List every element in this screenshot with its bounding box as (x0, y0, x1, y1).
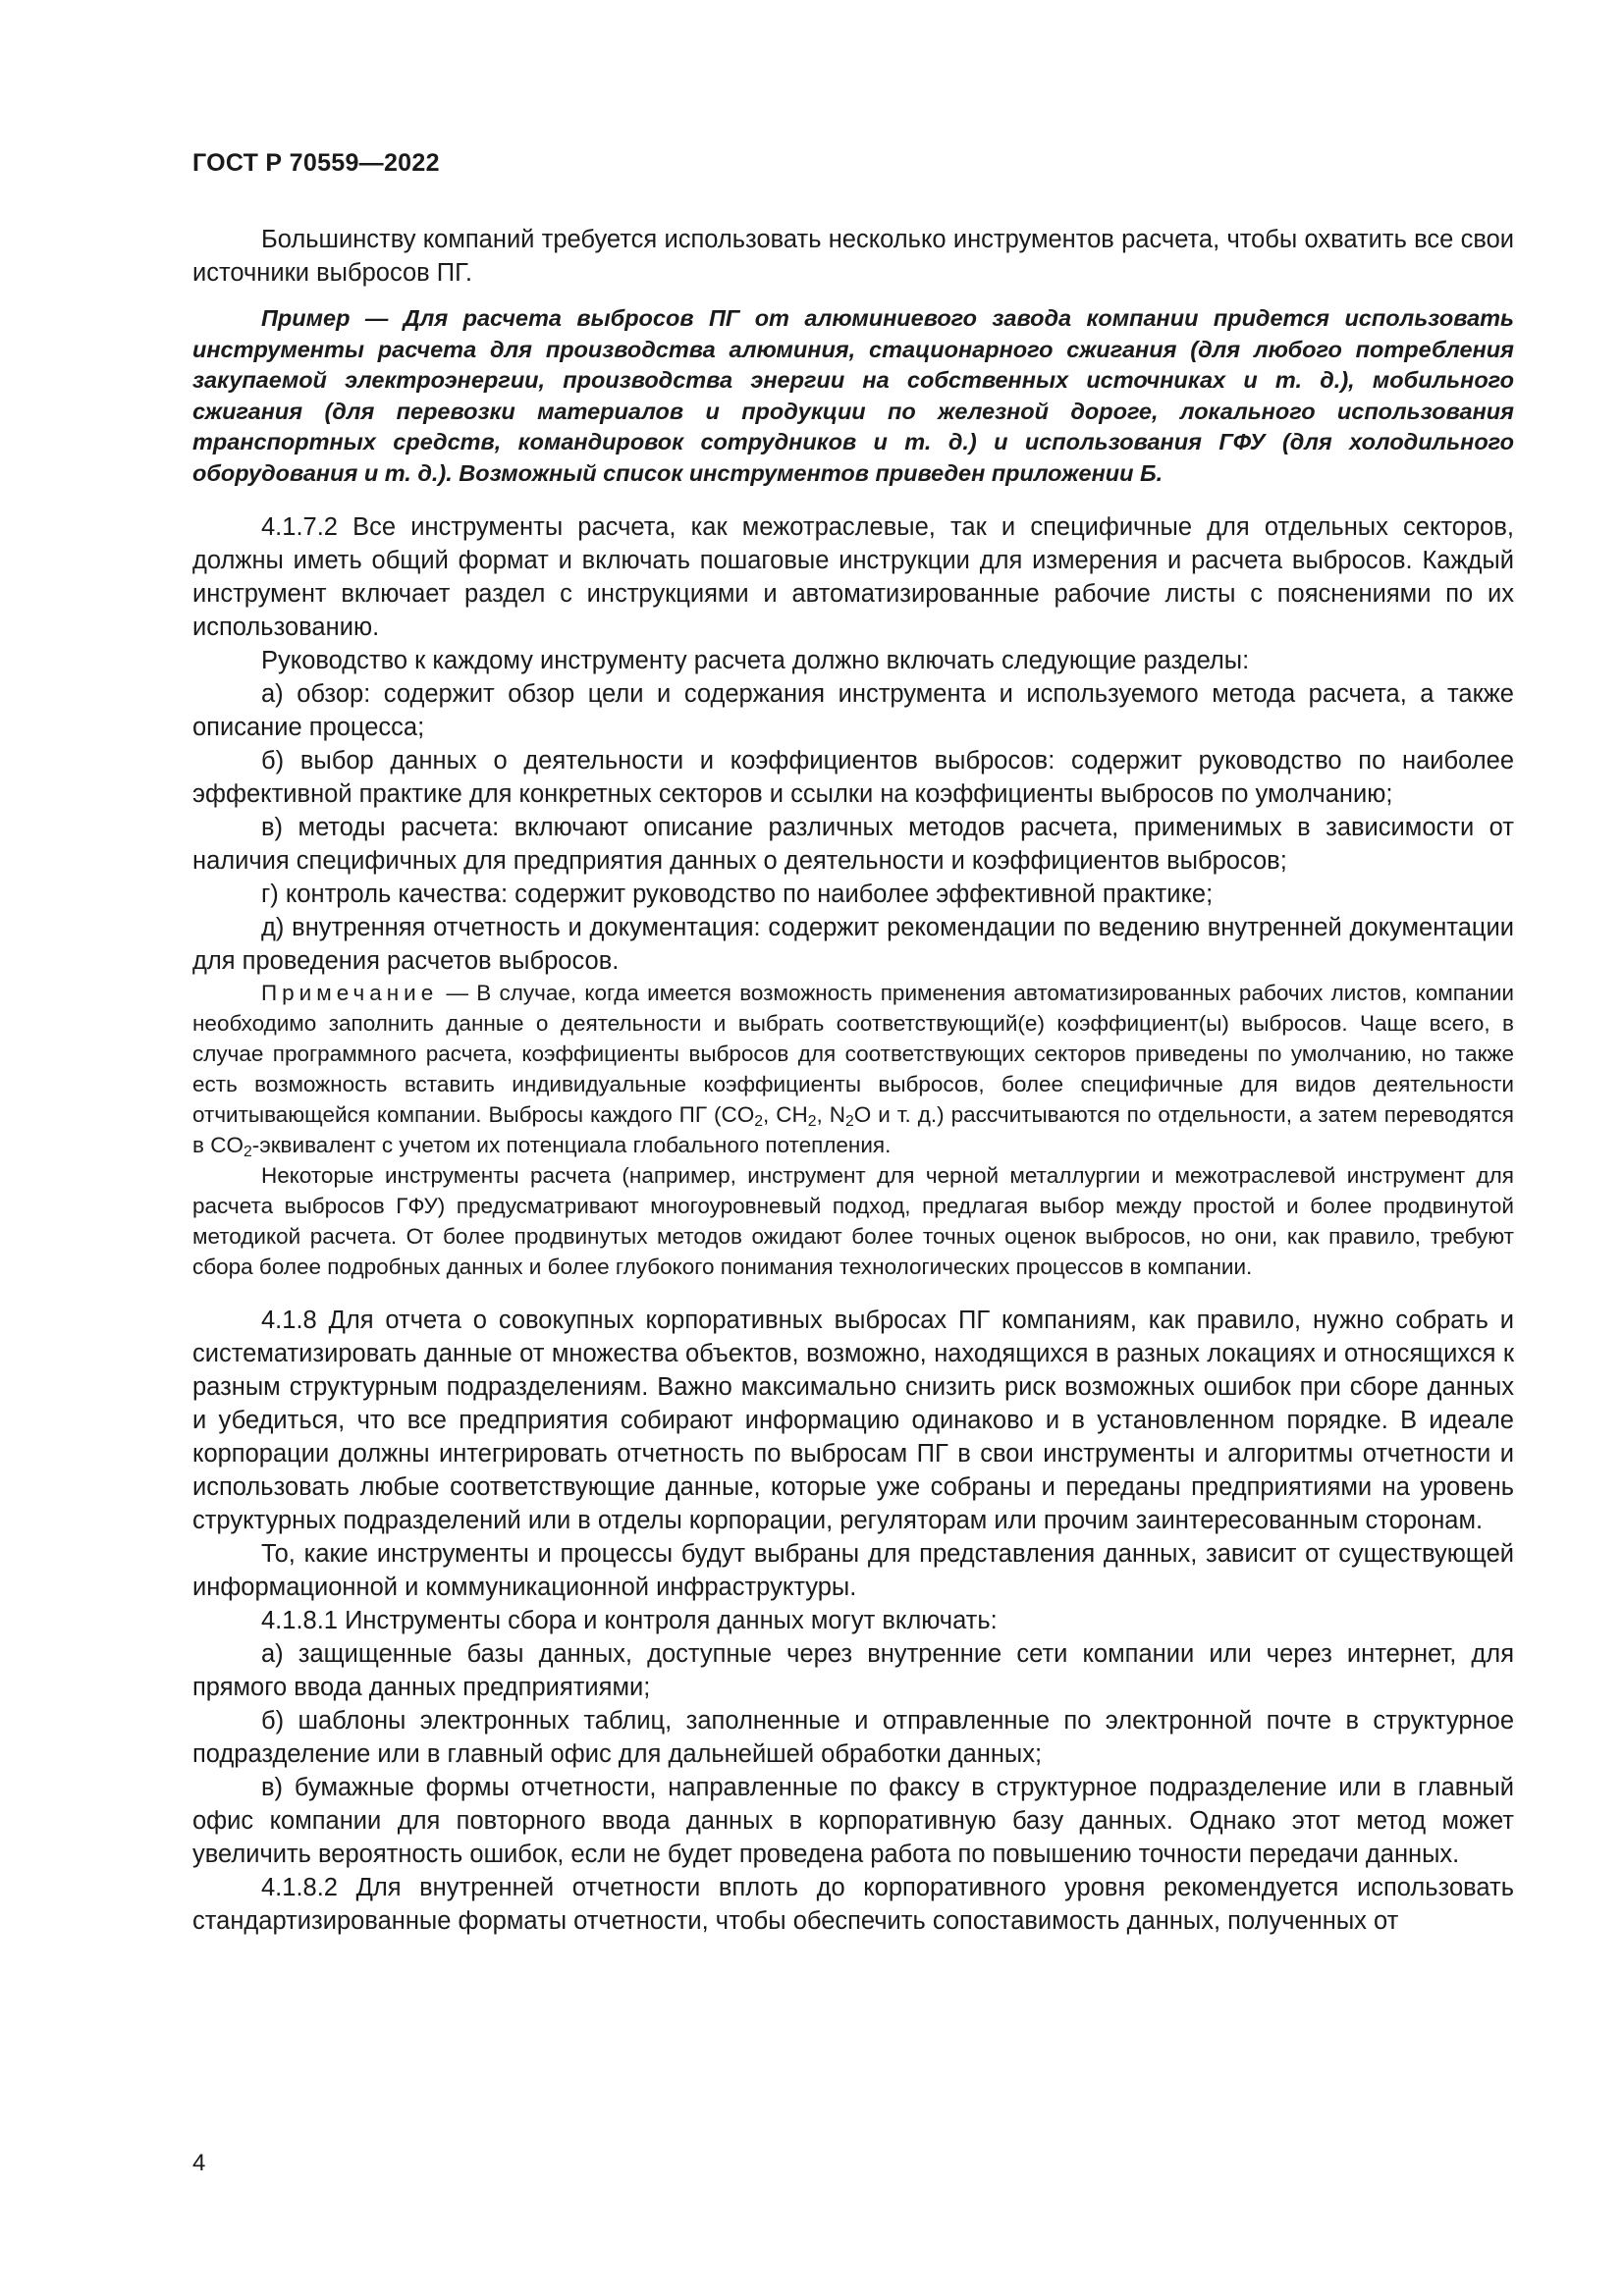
list-item-a: а) обзор: содержит обзор цели и содержания инструмента и используемого метода расчета, а также описание процесса; (192, 680, 1514, 741)
note-text-2: , CH (763, 1102, 808, 1127)
note-sub-4: 2 (243, 1143, 252, 1160)
paragraph-intro: Большинству компаний требуется использовать несколько инструментов расчета, чтобы охватить все свои источники выбросов ПГ. (192, 226, 1514, 287)
document-page (192, 149, 1514, 1938)
page-number: 4 (192, 2150, 206, 2176)
note-text-3: , N (816, 1102, 845, 1127)
paragraph-4-1-8-2: 4.1.8.2 Для внутренней отчетности вплоть до корпоративного уровня рекомендуется использовать стандартизированные форматы отчетности, чтобы обеспечить сопоставимость данных, полученных от (192, 1874, 1514, 1935)
list-item-tools-v: в) бумажные формы отчетности, направленные по факсу в структурное подразделение или в главный офис компании для повторного ввода данных в корпоративную базу данных. Однако этот метод может увеличить вероятность ошибок, если не будет проведена работа по повышению точности передачи данных. (192, 1774, 1514, 1868)
note-sub-3: 2 (844, 1112, 854, 1130)
note-label: Примечание (261, 981, 439, 1005)
example-block: Пример — Для расчета выбросов ПГ от алюминиевого завода компании придется использовать инструменты расчета для производства алюминия, стационарного сжигания (для любого потребления закупаемой электроэнергии, производства энергии на собственных источниках и т. д.), мобильного сжигания (для перевозки материалов и продукции по железной дороге, локального использования транспортных средств, командировок сотрудников и т. д.) и использования ГФУ (для холодильного оборудования и т. д.). Возможный список инструментов приведен приложении Б. (192, 305, 1514, 486)
note-text-4: O и т. д.) рассчитываются по отдельности, а затем переводятся в CO (192, 1102, 1514, 1157)
paragraph-4-1-8: 4.1.8 Для отчета о совокупных корпоративных выбросах ПГ компаниям, как правило, нужно собрать и систематизировать данные от множества объектов, возможно, находящихся в разных локациях и относящихся к разным структурным подразделениям. Важно максимально снизить риск возможных ошибок при сборе данных и убедиться, что все предприятия собирают информацию одинаково и в установленном порядке. В идеале корпорации должны интегрировать отчетность по выбросам ПГ в свои инструменты и алгоритмы отчетности и использовать любые соответствующие данные, которые уже собраны и переданы предприятиями на уровень структурных подразделений или в отделы корпорации, регуляторам или прочим заинтересованным сторонам. (192, 1307, 1514, 1534)
list-item-tools-b: б) шаблоны электронных таблиц, заполненные и отправленные по электронной почте в структурное подразделение или в главный офис для дальнейшей обработки данных; (192, 1707, 1514, 1768)
list-item-d: д) внутренняя отчетность и документация: содержит рекомендации по ведению внутренней документации для проведения расчетов выбросов. (192, 914, 1514, 975)
list-item-v: в) методы расчета: включают описание различных методов расчета, применимых в зависимости от наличия специфичных для предприятия данных о деятельности и коэффициентов выбросов; (192, 814, 1514, 875)
list-item-tools-a: а) защищенные базы данных, доступные через внутренние сети компании или через интернет, для прямого ввода данных предприятиями; (192, 1640, 1514, 1701)
note-sub-2: 2 (807, 1112, 817, 1130)
paragraph-tools-choice: То, какие инструменты и процессы будут выбраны для представления данных, зависит от существующей информационной и коммуникационной инфраструктуры. (192, 1540, 1514, 1601)
list-item-b: б) выбор данных о деятельности и коэффициентов выбросов: содержит руководство по наиболее эффективной практике для конкретных секторов и ссылки на коэффициенты выбросов по умолчанию; (192, 747, 1514, 808)
paragraph-guide: Руководство к каждому инструменту расчета должно включать следующие разделы: (261, 647, 1250, 674)
note-block (192, 978, 1514, 1160)
note-text-5: -эквивалент с учетом их потенциала глобального потепления. (251, 1133, 892, 1157)
note-sub-1: 2 (754, 1112, 764, 1130)
list-item-g: г) контроль качества: содержит руководство по наиболее эффективной практике; (261, 881, 1214, 908)
note-second-paragraph: Некоторые инструменты расчета (например, инструмент для черной металлургии и межотраслевой инструмент для расчета выбросов ГФУ) предусматривают многоуровневый подход, предлагая выбор между простой и более продвинутой методикой расчета. От более продвинутых методов ожидают более точных оценок выбросов, но они, как правило, требуют сбора более подробных данных и более глубокого понимания технологических процессов в компании. (192, 1163, 1514, 1279)
note-text-1: — В случае, когда имеется возможность применения автоматизированных рабочих листов, компании необходимо заполнить данные о деятельности и выбрать соответствующий(е) коэффициент(ы) выбросов. Чаще всего, в случае программного расчета, коэффициенты выбросов для соответствующих секторов приведены по умолчанию, но также есть возможность вставить индивидуальные коэффициенты выбросов, более специфичные для видов деятельности отчитывающейся компании. Выбросы каждого ПГ (CO (192, 981, 1514, 1127)
document-header: ГОСТ Р 70559—2022 (192, 149, 440, 177)
paragraph-4-1-8-1: 4.1.8.1 Инструменты сбора и контроля данных могут включать: (261, 1607, 998, 1634)
paragraph-4-1-7-2: 4.1.7.2 Все инструменты расчета, как межотраслевые, так и специфичные для отдельных секторов, должны иметь общий формат и включать пошаговые инструкции для измерения и расчета выбросов. Каждый инструмент включает раздел с инструкциями и автоматизированные рабочие листы с пояснениями по их использованию. (192, 513, 1514, 641)
